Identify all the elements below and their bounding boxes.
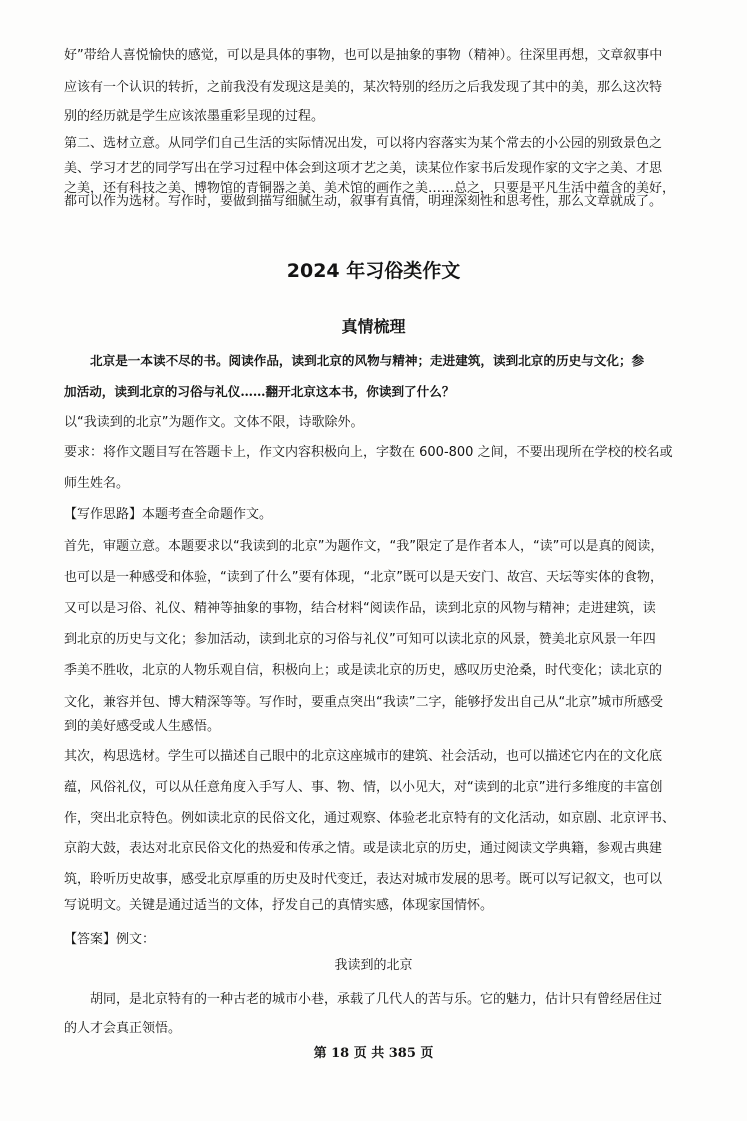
analysis-line-1: 首先，审题立意。本题要求以“我读到的北京”为题作文，“我”限定了是作者本人，“读”可以是真的阅读， [64, 539, 664, 554]
section-title: 2024 年习俗类作文 [286, 260, 461, 282]
subsection-title: 真情梳理 [341, 317, 406, 336]
essay-title: 我读到的北京 [334, 958, 413, 973]
intro-line-3: 别的经历就是学生应该浓墨重彩呈现的过程。 [64, 109, 325, 124]
task-line-2: 要求：将作文题目写在答题卡上，作文内容积极向上，字数在 600-800 之间，不要出现所在学校的校名或 [64, 445, 673, 460]
analysis-line-5: 季美不胜收，北京的人物乐观自信，积极向上；或是读北京的历史，感叹历史沧桑，时代变化；读北京的 [64, 663, 663, 678]
intro-line-6: 之美，还有科技之美、博物馆的青铜器之美、美术馆的画作之美……总之，只要是平凡生活中蕴含的美好， [64, 181, 676, 196]
analysis-line-10: 作，突出北京特色。例如读北京的民俗文化，通过观察、体验老北京特有的文化活动，如京剧、北京评书、 [64, 811, 676, 826]
analysis-line-2: 也可以是一种感受和体验，“读到了什么”要有体现，“北京”既可以是天安门、故宫、天坛等实体的食物， [64, 570, 663, 585]
page-footer: 第 18 页 共 385 页 [313, 1046, 434, 1061]
intro-line-7: 都可以作为选材。写作时，要做到描写细腻生动，叙事有真情，明理深刻性和思考性，那么文章就成了。 [64, 194, 663, 209]
intro-line-5: 美、学习才艺的同学写出在学习过程中体会到这项才艺之美，读某位作家书后发现作家的文字之美、才思 [64, 161, 663, 176]
essay-line-2: 的人才会真正领悟。 [64, 1021, 182, 1036]
analysis-line-8: 其次，构思选材。学生可以描述自己眼中的北京这座城市的建筑、社会活动，也可以描述它内在的文化底 [64, 749, 663, 764]
analysis-line-12: 筑，聆听历史故事，感受北京厚重的历史及时代变迁，表达对城市发展的思考。既可以写记叙文，也可以 [64, 872, 663, 887]
analysis-line-9: 蕴，风俗礼仪，可以从任意角度入手写人、事、物、情，以小见大，对“读到的北京”进行多维度的丰富创 [64, 780, 663, 795]
analysis-line-4: 到北京的历史与文化；参加活动，读到北京的习俗与礼仪”可知可以读北京的风景，赞美北京风景一年四 [64, 632, 656, 647]
task-line-1: 以“我读到的北京”为题作文。文体不限，诗歌除外。 [64, 415, 364, 430]
analysis-line-7: 到的美好感受或人生感悟。 [64, 719, 221, 734]
intro-line-4: 第二、选材立意。从同学们自己生活的实际情况出发，可以将内容落实为某个常去的小公园的别致景色之 [64, 136, 663, 151]
prompt-line-1: 北京是一本读不尽的书。阅读作品，读到北京的风物与精神；走进建筑，读到北京的历史与文化；参 [90, 353, 645, 368]
essay-line-1: 胡同，是北京特有的一种古老的城市小巷，承载了几代人的苦与乐。它的魅力，估计只有曾经居住过 [90, 992, 663, 1007]
prompt-line-2: 加活动，读到北京的习俗与礼仪……翻开北京这本书，你读到了什么？ [64, 384, 455, 399]
intro-line-1: 好”带给人喜悦愉快的感觉，可以是具体的事物，也可以是抽象的事物（精神）。往深里再想，文章叙事中 [64, 48, 663, 63]
analysis-line-6: 文化，兼容并包、博大精深等等。写作时，要重点突出“我读”二字，能够抒发出自己从“北京”城市所感受 [64, 695, 663, 710]
analysis-line-13: 写说明文。关键是通过适当的文体，抒发自己的真情实感，体现家国情怀。 [64, 898, 494, 913]
intro-line-2: 应该有一个认识的转折，之前我没有发现这是美的，某次特别的经历之后我发现了其中的美，那么这次特 [64, 80, 663, 95]
answer-label: 【答案】例文： [64, 932, 156, 947]
analysis-line-11: 京韵大鼓，表达对北京民俗文化的热爱和传承之情。或是读北京的历史，通过阅读文学典籍，参观古典建 [64, 841, 663, 856]
task-line-3: 师生姓名。 [64, 476, 130, 491]
task-line-4: 【写作思路】本题考查全命题作文。 [64, 507, 273, 522]
analysis-line-3: 又可以是习俗、礼仪、精神等抽象的事物，结合材料“阅读作品，读到北京的风物与精神；走进建筑，读 [64, 601, 656, 616]
